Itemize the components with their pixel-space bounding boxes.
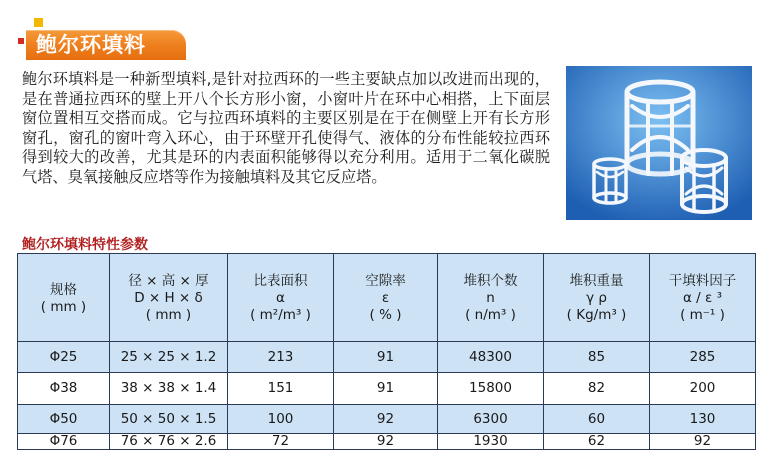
cell-dry-packing-factor: 285 bbox=[650, 342, 756, 373]
table-row bbox=[18, 342, 756, 373]
header-packing-count: 堆积个数 n ( n/m³ ) bbox=[438, 254, 544, 342]
cell-void-fraction: 91 bbox=[334, 342, 438, 373]
header-spec: 规格 ( mm ) bbox=[18, 254, 110, 342]
cell-specific-surface: 213 bbox=[228, 342, 334, 373]
header-packing-weight: 堆积重量 γ ρ ( Kg/m³ ) bbox=[544, 254, 650, 342]
cell-packing-weight: 82 bbox=[544, 373, 650, 405]
cell-dimensions: 38 × 38 × 1.4 bbox=[110, 373, 228, 405]
cell-specific-surface: 100 bbox=[228, 405, 334, 434]
cell-spec: Φ38 bbox=[18, 373, 110, 405]
cell-packing-count: 15800 bbox=[438, 373, 544, 405]
table-row bbox=[18, 405, 756, 434]
page-title: 鲍尔环填料 bbox=[36, 33, 146, 57]
cell-dimensions: 25 × 25 × 1.2 bbox=[110, 342, 228, 373]
table-title: 鲍尔环填料特性参数 bbox=[22, 237, 148, 253]
cell-dry-packing-factor: 130 bbox=[650, 405, 756, 434]
cell-spec: Φ25 bbox=[18, 342, 110, 373]
cell-void-fraction: 91 bbox=[334, 373, 438, 405]
pall-ring-illustration bbox=[566, 66, 752, 220]
table-header-row bbox=[18, 254, 756, 342]
table-row bbox=[18, 434, 756, 450]
header-void-fraction: 空隙率 ε ( % ) bbox=[334, 254, 438, 342]
cell-packing-weight: 60 bbox=[544, 405, 650, 434]
cell-void-fraction: 92 bbox=[334, 405, 438, 434]
cell-specific-surface: 72 bbox=[228, 434, 334, 450]
cell-dry-packing-factor: 200 bbox=[650, 373, 756, 405]
section-heading bbox=[14, 18, 204, 60]
heading-decoration-square bbox=[34, 18, 43, 27]
cell-spec: Φ76 bbox=[18, 434, 110, 450]
heading-bullet bbox=[18, 38, 24, 44]
header-dimensions: 径 × 高 × 厚 D × H × δ ( mm ) bbox=[110, 254, 228, 342]
header-dry-packing-factor: 干填料因子 α / ε ³ ( m⁻¹ ) bbox=[650, 254, 756, 342]
cell-packing-count: 1930 bbox=[438, 434, 544, 450]
cell-packing-weight: 85 bbox=[544, 342, 650, 373]
product-photo bbox=[566, 66, 752, 220]
table-row bbox=[18, 373, 756, 405]
cell-packing-weight: 62 bbox=[544, 434, 650, 450]
cell-dimensions: 50 × 50 × 1.5 bbox=[110, 405, 228, 434]
cell-void-fraction: 92 bbox=[334, 434, 438, 450]
header-specific-surface: 比表面积 α ( m²/m³ ) bbox=[228, 254, 334, 342]
cell-dimensions: 76 × 76 × 2.6 bbox=[110, 434, 228, 450]
cell-packing-count: 48300 bbox=[438, 342, 544, 373]
cell-spec: Φ50 bbox=[18, 405, 110, 434]
cell-dry-packing-factor: 92 bbox=[650, 434, 756, 450]
cell-specific-surface: 151 bbox=[228, 373, 334, 405]
parameters-table bbox=[17, 253, 756, 450]
intro-paragraph: 鲍尔环填料是一种新型填料,是针对拉西环的一些主要缺点加以改进而出现的，是在普通拉西环的壁上开八个长方形小窗，小窗叶片在环中心相搭，上下面层窗位置相互交搭而成。它与拉西环填料的主要区别是在于在侧壁上开有长方形窗孔，窗孔的窗叶弯入环心，由于环壁开孔使得气、液体的分布性能较拉西环得到较大的改善，尤其是环的内表面积能够得以充分利用。适用于二氧化碳脱气塔、臭氧接触反应塔等作为接触填料及其它反应塔。 bbox=[22, 70, 550, 186]
cell-packing-count: 6300 bbox=[438, 405, 544, 434]
